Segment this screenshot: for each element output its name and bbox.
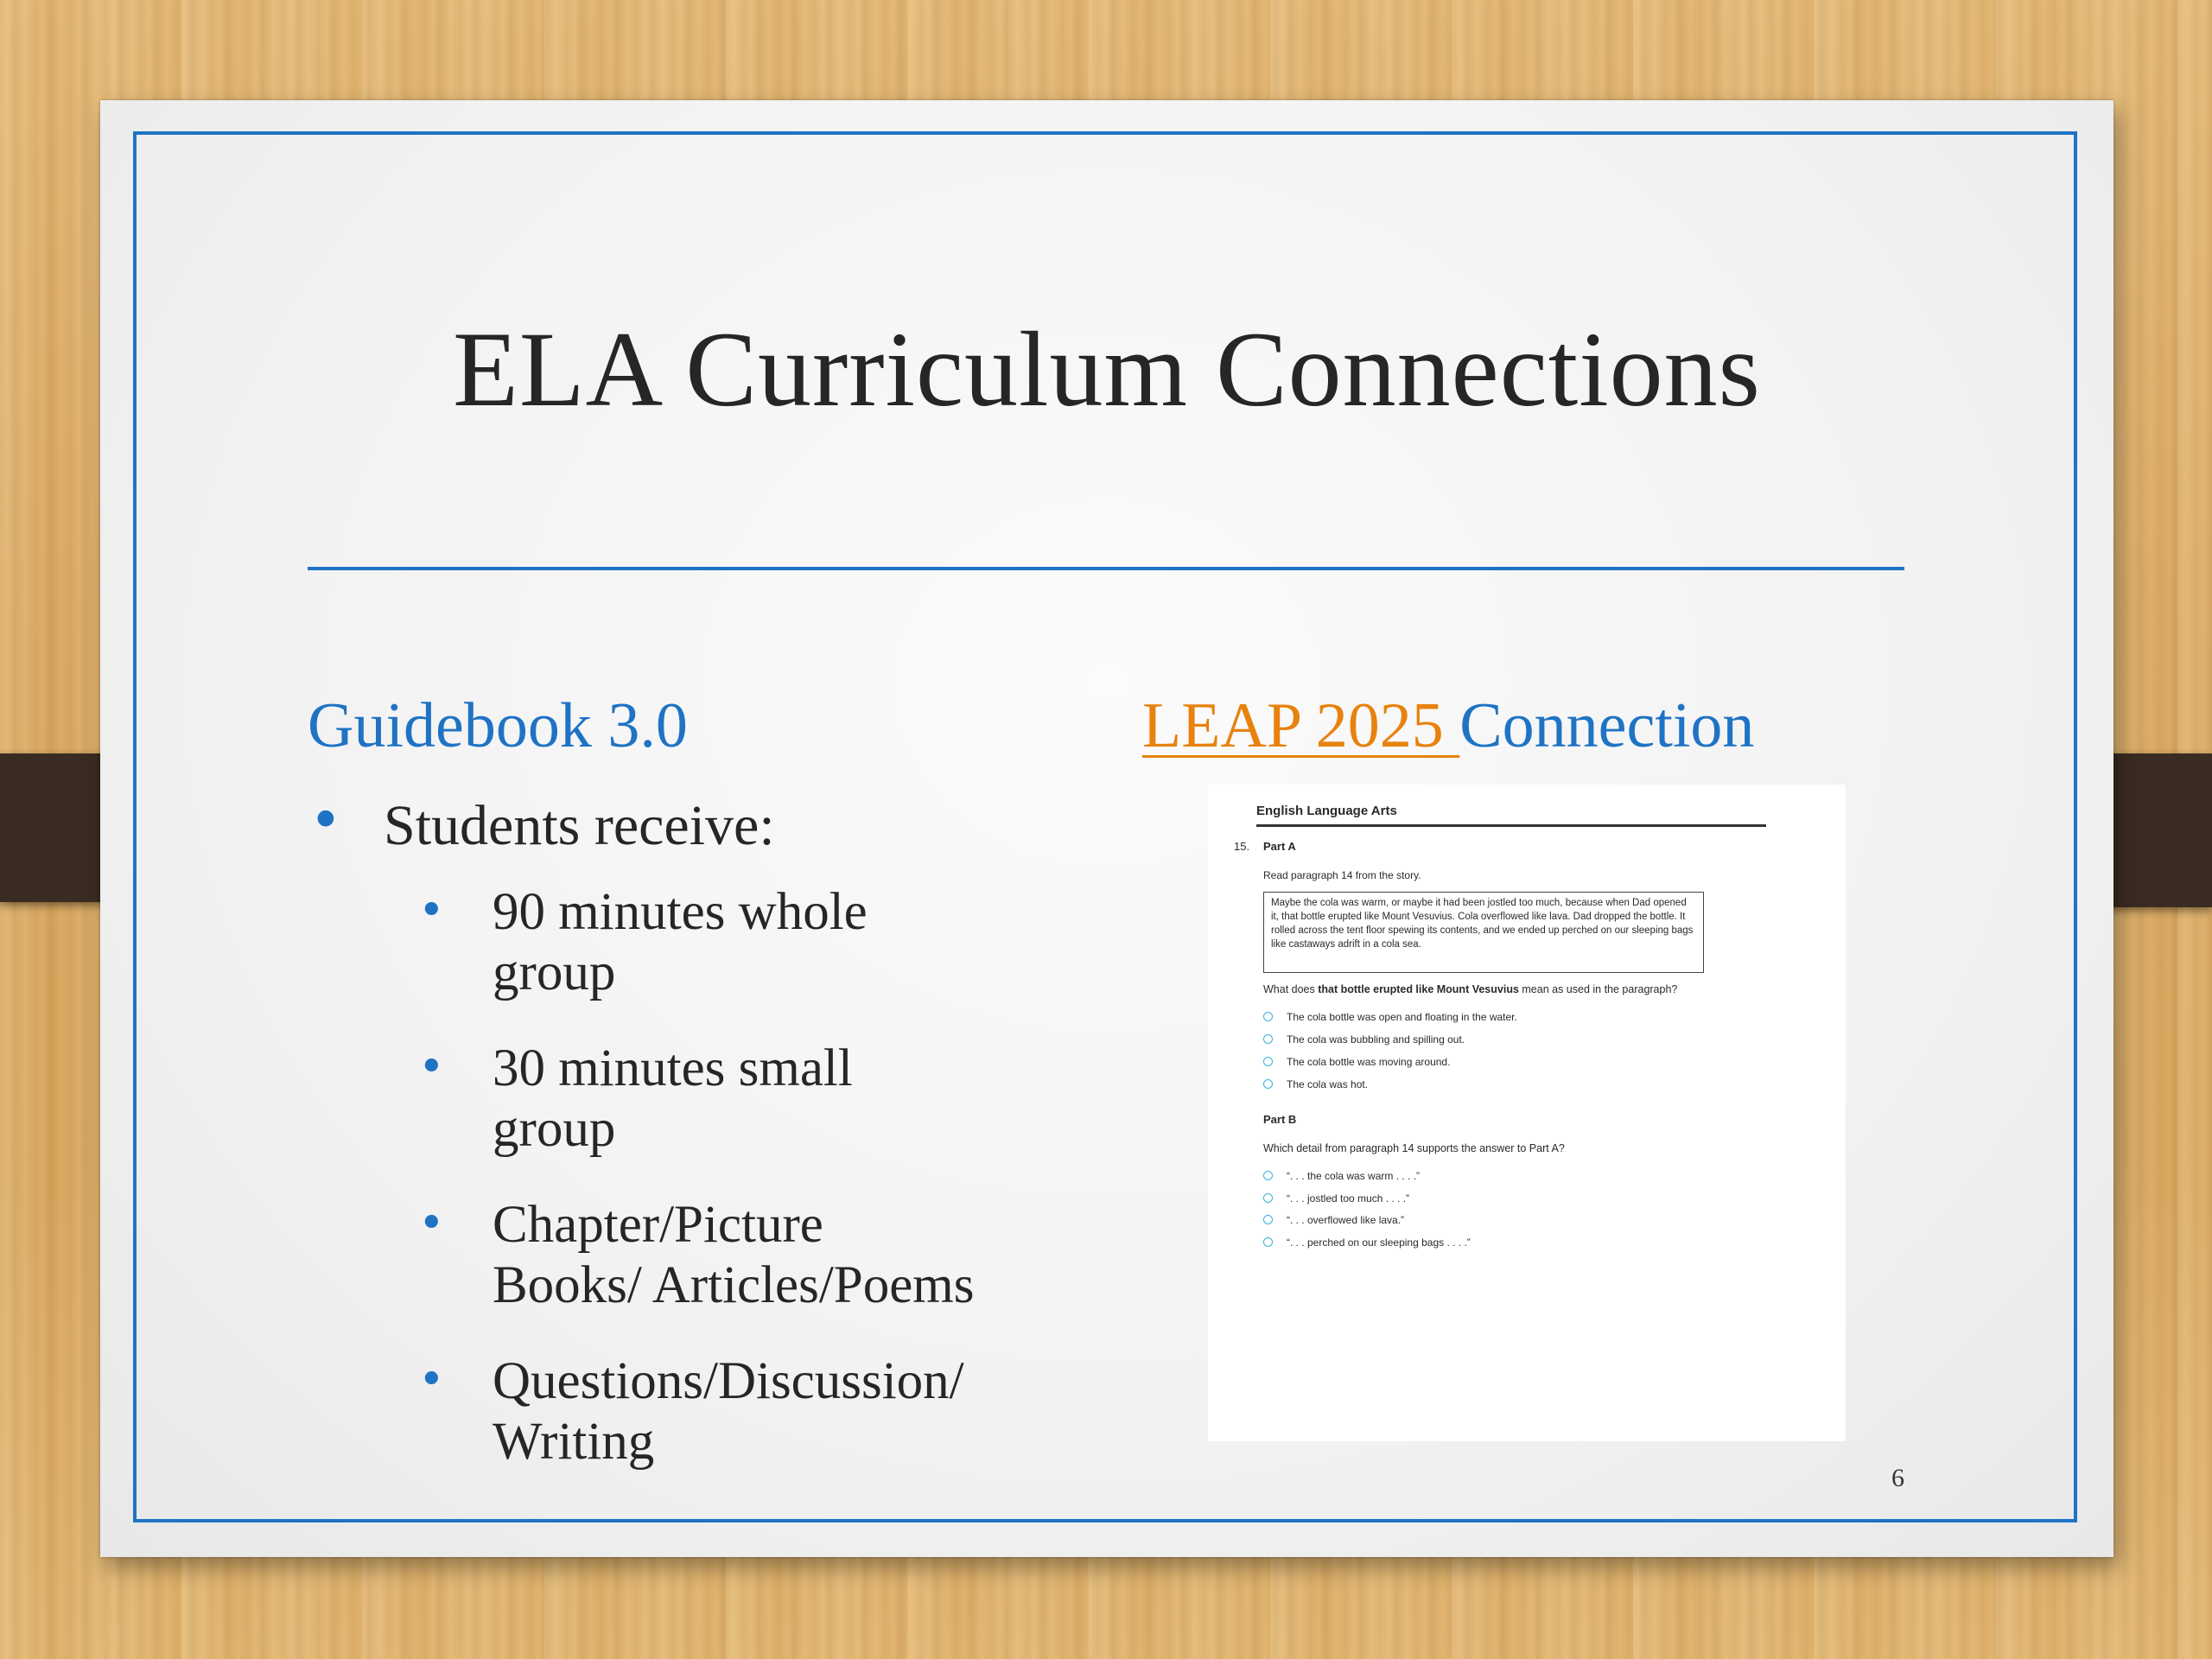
- sub-bullet-text: 90 minutes whole group: [493, 883, 868, 1002]
- sub-bullet-text: 30 minutes small group: [493, 1039, 853, 1159]
- radio-icon: [1263, 1034, 1273, 1044]
- leap-heading: [1142, 688, 1754, 765]
- title-divider: [308, 567, 1904, 570]
- option-b4: “. . . perched on our sleeping bags . . . .”: [1263, 1236, 1471, 1249]
- part-a-label: Part A: [1263, 840, 1296, 853]
- radio-icon: [1263, 1215, 1273, 1224]
- option-a4: The cola was hot.: [1263, 1078, 1368, 1090]
- question-number: 15.: [1234, 840, 1250, 853]
- sub-bullet-text: Chapter/Picture Books/ Articles/Poems: [493, 1196, 975, 1315]
- radio-icon: [1263, 1057, 1273, 1066]
- part-b-label: Part B: [1263, 1113, 1297, 1126]
- doc-header-rule: [1256, 824, 1766, 827]
- guidebook-heading: Guidebook 3.0: [308, 690, 688, 761]
- option-a1: The cola bottle was open and floating in the water.: [1263, 1011, 1517, 1023]
- sub-bullet-text: Questions/Discussion/ Writing: [493, 1352, 964, 1471]
- sub-bullet-item: [308, 1351, 976, 1472]
- bullet-icon: •: [418, 1354, 445, 1407]
- radio-icon: [1263, 1171, 1273, 1180]
- bullet-icon: •: [418, 1198, 445, 1250]
- option-b2: “. . . jostled too much . . . .”: [1263, 1192, 1409, 1205]
- sub-bullet-item: [308, 1195, 976, 1316]
- connection-label: Connection: [1459, 690, 1755, 761]
- bullet-icon: •: [418, 885, 445, 938]
- radio-icon: [1263, 1237, 1273, 1247]
- radio-icon: [1263, 1012, 1273, 1021]
- slide: [100, 100, 2113, 1557]
- question-b: Which detail from paragraph 14 supports the answer to Part A?: [1263, 1142, 1565, 1154]
- option-b3: “. . . overflowed like lava.”: [1263, 1214, 1404, 1226]
- question-a: What does that bottle erupted like Mount Vesuvius mean as used in the paragraph?: [1263, 983, 1678, 995]
- sub-bullet-item: [308, 1039, 976, 1160]
- leap-2025-link[interactable]: LEAP 2025: [1142, 690, 1460, 761]
- radio-icon: [1263, 1079, 1273, 1089]
- question-a-bold: that bottle erupted like Mount Vesuvius: [1318, 983, 1519, 995]
- option-a3: The cola bottle was moving around.: [1263, 1056, 1450, 1068]
- doc-header: English Language Arts: [1256, 804, 1397, 818]
- sub-bullet-list: [308, 882, 1172, 1472]
- option-b1: “. . . the cola was warm . . . .”: [1263, 1170, 1420, 1182]
- slide-title: ELA Curriculum Connections: [453, 310, 1761, 429]
- option-a2: The cola was bubbling and spilling out.: [1263, 1033, 1465, 1046]
- bullet-icon: •: [418, 1041, 445, 1094]
- leap-sample-question-image: [1208, 785, 1846, 1441]
- instruction-text: Read paragraph 14 from the story.: [1263, 869, 1421, 881]
- bullet-item: [308, 791, 1172, 860]
- bullet-list: [308, 791, 1172, 1508]
- bullet-text: Students receive:: [384, 794, 775, 857]
- passage-box: Maybe the cola was warm, or maybe it had been jostled too much, because when Dad opened it, that bottle erupted like Mount Vesuvius. Cola overflowed like lava. Dad dropped the bottle. It rolled across the tent floor spewing its contents, and we ended up perched on our sleeping bags like castaways adrift in a cola sea.: [1263, 892, 1704, 973]
- sub-bullet-item: [308, 882, 976, 1003]
- page-number: 6: [1891, 1464, 1904, 1492]
- radio-icon: [1263, 1193, 1273, 1203]
- bullet-icon: •: [309, 789, 342, 853]
